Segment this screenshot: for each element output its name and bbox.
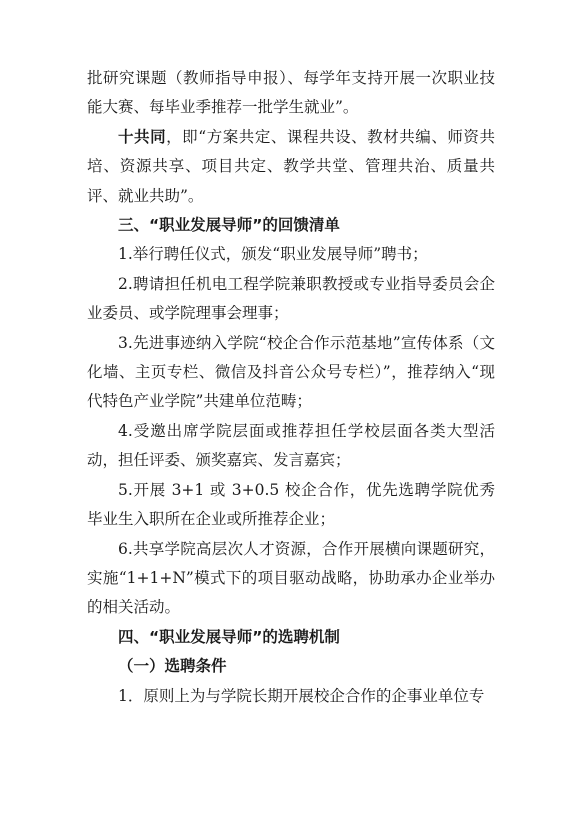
section-3-item-4: 4.受邀出席学院层面或推荐担任学校层面各类大型活动，担任评委、颁奖嘉宾、发言嘉宾； bbox=[87, 421, 495, 470]
section-3-item-1: 1.举行聘任仪式，颁发“职业发展导师”聘书； bbox=[118, 245, 428, 264]
section-3-item-2: 2.聘请担任机电工程学院兼职教授或专业指导委员会企业委员、或学院理事会理事； bbox=[87, 274, 495, 323]
paragraph-continuation: 批研究课题（教师指导申报）、每学年支持开展一次职业技能大赛、每毕业季推荐一批学生就业”。 bbox=[87, 69, 495, 117]
document-body bbox=[87, 64, 495, 711]
section-3-item-3: 3.先进事迹纳入学院“校企合作示范基地”宣传体系（文化墙、主页专栏、微信及抖音公众号专栏）”，推荐纳入“现代特色产业学院”共建单位范畴； bbox=[87, 333, 495, 411]
section-3-title: 三、“职业发展导师”的回馈清单 bbox=[118, 216, 340, 235]
ten-together-text: ，即“方案共定、课程共设、教材共编、师资共培、资源共享、项目共定、教学共堂、管理共治、质量共评、就业共助”。 bbox=[87, 127, 495, 205]
section-3-item-5: 5.开展 3+1 或 3+0.5 校企合作，优先选聘学院优秀毕业生入职所在企业或所推荐企业； bbox=[87, 480, 495, 529]
section-4-title: 四、“职业发展导师”的选聘机制 bbox=[118, 627, 340, 646]
paragraph-ten-together bbox=[87, 123, 495, 211]
ten-together-lead: 十共同 bbox=[118, 127, 167, 146]
section-4-item-1: 1．原则上为与学院长期开展校企合作的企事业单位专 bbox=[118, 686, 485, 705]
section-3-item-6: 6.共享学院高层次人才资源，合作开展横向课题研究，实施“1+1+N”模式下的项目驱动战略，协助承办企业举办的相关活动。 bbox=[87, 539, 495, 617]
section-4-subheading-1: （一）选聘条件 bbox=[118, 657, 227, 676]
